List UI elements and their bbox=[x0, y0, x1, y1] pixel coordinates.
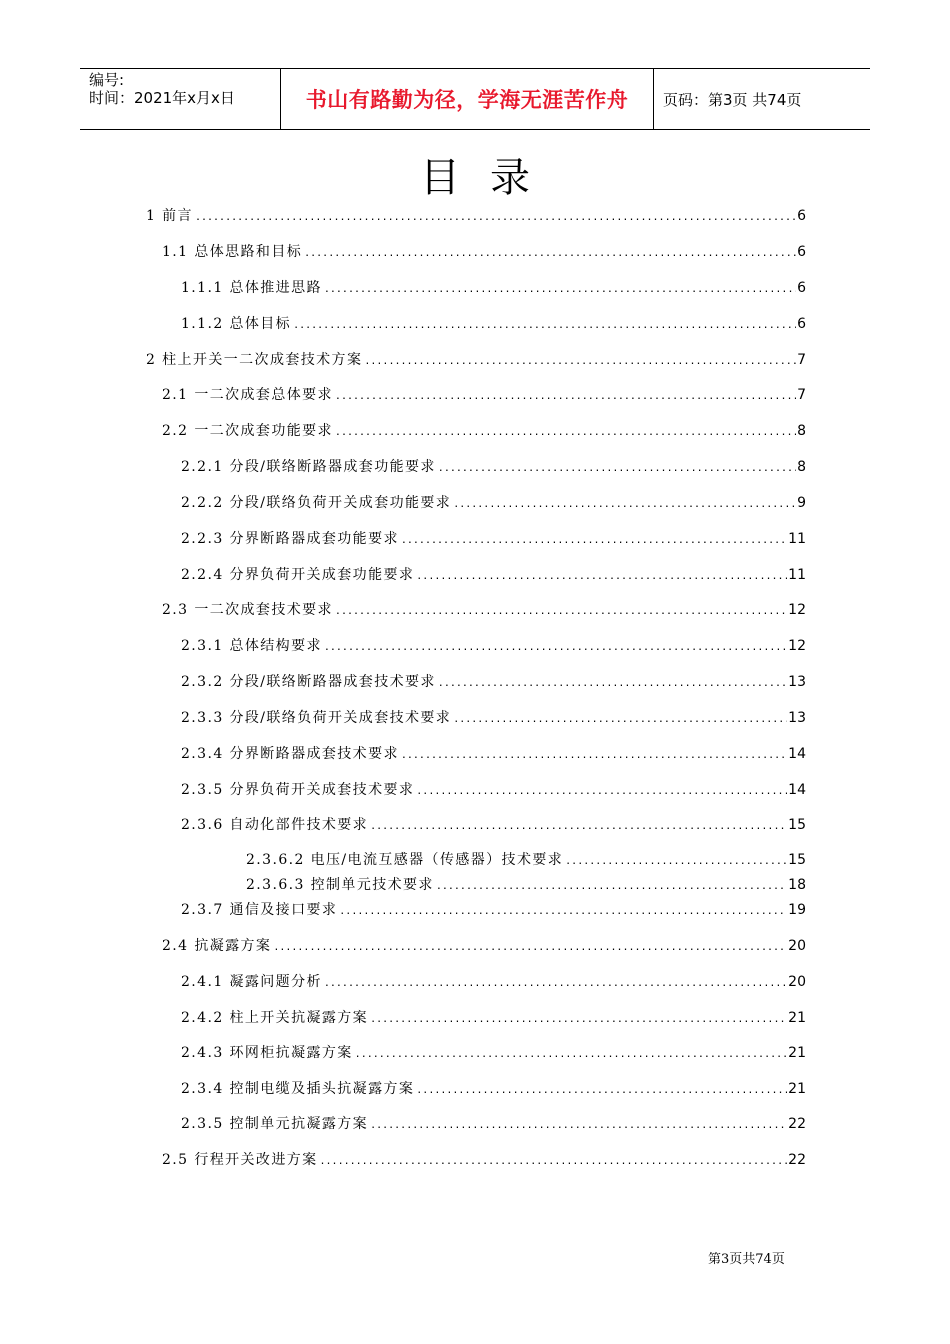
toc-entry-label: 2.5 行程开关改进方案 bbox=[162, 1152, 318, 1168]
toc-entry[interactable] bbox=[181, 1078, 806, 1098]
toc-entry-label: 1.1.2 总体目标 bbox=[181, 316, 292, 332]
toc-entry[interactable] bbox=[162, 935, 806, 955]
toc-entry[interactable] bbox=[181, 1113, 806, 1133]
toc-entry-page: 21 bbox=[788, 1010, 806, 1026]
toc-entry[interactable] bbox=[162, 599, 806, 619]
toc-entry-label: 1.1.1 总体推进思路 bbox=[181, 280, 322, 296]
time-label: 时间：2021年x月x日 bbox=[89, 89, 235, 107]
toc-entry-label: 2.4.1 凝露问题分析 bbox=[181, 974, 322, 990]
toc-entry-page: 19 bbox=[788, 902, 806, 918]
toc-entry-page: 8 bbox=[797, 459, 806, 475]
toc-entry[interactable] bbox=[181, 743, 806, 763]
toc-entry-page: 22 bbox=[788, 1152, 806, 1168]
toc-entry-label: 1 前言 bbox=[146, 208, 193, 224]
toc-leader bbox=[565, 856, 787, 867]
toc-leader bbox=[370, 1120, 787, 1131]
toc-entry-label: 2.4 抗凝露方案 bbox=[162, 938, 272, 954]
toc-leader bbox=[324, 978, 787, 989]
toc-entry-label: 2.3.2 分段/联络断路器成套技术要求 bbox=[181, 674, 436, 690]
toc-entry-page: 13 bbox=[788, 674, 806, 690]
toc-leader bbox=[339, 906, 787, 917]
toc-leader bbox=[304, 248, 796, 259]
toc-entry-label: 2.3.6 自动化部件技术要求 bbox=[181, 817, 369, 833]
toc-entry-page: 15 bbox=[788, 852, 806, 868]
toc-leader bbox=[355, 1049, 788, 1060]
toc-entry-page: 6 bbox=[797, 244, 806, 260]
toc-entry-page: 11 bbox=[788, 567, 806, 583]
toc-entry[interactable] bbox=[181, 707, 806, 727]
toc-entry-label: 2.2.2 分段/联络负荷开关成套功能要求 bbox=[181, 495, 452, 511]
toc-entry[interactable] bbox=[181, 899, 806, 919]
toc-entry[interactable] bbox=[181, 313, 806, 333]
toc-entry-label: 2.3 一二次成套技术要求 bbox=[162, 602, 333, 618]
toc-entry-label: 2.1 一二次成套总体要求 bbox=[162, 387, 333, 403]
toc-entry[interactable] bbox=[162, 384, 806, 404]
toc-entry[interactable] bbox=[181, 492, 806, 512]
toc-leader bbox=[320, 1156, 788, 1167]
toc-entry-label: 2.3.1 总体结构要求 bbox=[181, 638, 322, 654]
toc-entry[interactable] bbox=[146, 205, 806, 225]
toc-entry[interactable] bbox=[162, 241, 806, 261]
toc-entry-page: 8 bbox=[797, 423, 806, 439]
toc-entry[interactable] bbox=[181, 1042, 806, 1062]
toc-entry-label: 2.4.2 柱上开关抗凝露方案 bbox=[181, 1010, 369, 1026]
toc-leader bbox=[293, 320, 796, 331]
toc-entry[interactable] bbox=[181, 635, 806, 655]
page-title: 目录 bbox=[420, 155, 560, 201]
toc-entry-page: 9 bbox=[797, 495, 806, 511]
toc-entry[interactable] bbox=[181, 528, 806, 548]
toc-entry-label: 2 柱上开关一二次成套技术方案 bbox=[146, 352, 363, 368]
toc-leader bbox=[416, 786, 787, 797]
toc-entry-label: 2.4.3 环网柜抗凝露方案 bbox=[181, 1045, 353, 1061]
toc-entry[interactable] bbox=[181, 671, 806, 691]
toc-entry-page: 6 bbox=[797, 208, 806, 224]
toc-entry-page: 6 bbox=[797, 316, 806, 332]
toc-leader bbox=[401, 750, 787, 761]
toc-entry[interactable] bbox=[162, 420, 806, 440]
toc-entry[interactable] bbox=[181, 277, 806, 297]
toc-entry[interactable] bbox=[181, 1007, 806, 1027]
toc-leader bbox=[364, 356, 796, 367]
toc-entry-label: 2.3.6.2 电压/电流互感器（传感器）技术要求 bbox=[246, 852, 564, 868]
toc-leader bbox=[453, 714, 787, 725]
toc-entry[interactable] bbox=[181, 779, 806, 799]
toc-entry-page: 20 bbox=[788, 938, 806, 954]
toc-leader bbox=[416, 571, 787, 582]
toc-entry-page: 14 bbox=[788, 782, 806, 798]
toc-leader bbox=[195, 212, 796, 223]
toc-entry-label: 2.2 一二次成套功能要求 bbox=[162, 423, 333, 439]
toc-leader bbox=[324, 642, 787, 653]
toc-leader bbox=[273, 942, 787, 953]
toc-entry-page: 6 bbox=[797, 280, 806, 296]
toc-leader bbox=[438, 463, 796, 474]
toc-entry-page: 7 bbox=[797, 352, 806, 368]
toc-entry-label: 2.3.5 分界负荷开关成套技术要求 bbox=[181, 782, 415, 798]
toc-leader bbox=[324, 284, 796, 295]
toc-entry-page: 20 bbox=[788, 974, 806, 990]
toc-entry[interactable] bbox=[181, 564, 806, 584]
toc-entry-page: 12 bbox=[788, 602, 806, 618]
toc-leader bbox=[335, 606, 787, 617]
toc-entry-page: 22 bbox=[788, 1116, 806, 1132]
toc-leader bbox=[335, 391, 796, 402]
toc-entry[interactable] bbox=[246, 849, 806, 869]
toc-entry-page: 12 bbox=[788, 638, 806, 654]
toc-entry-label: 2.3.6.3 控制单元技术要求 bbox=[246, 877, 434, 893]
header-page-info: 页码：第3页 共74页 bbox=[663, 90, 802, 109]
toc-entry-label: 2.3.4 分界断路器成套技术要求 bbox=[181, 746, 399, 762]
page-footer: 第3页共74页 bbox=[708, 1252, 785, 1267]
toc-entry-page: 11 bbox=[788, 531, 806, 547]
toc-entry-page: 18 bbox=[788, 877, 806, 893]
toc-entry-page: 21 bbox=[788, 1045, 806, 1061]
toc-entry-page: 15 bbox=[788, 817, 806, 833]
toc-entry-page: 13 bbox=[788, 710, 806, 726]
toc-entry[interactable] bbox=[146, 349, 806, 369]
toc-entry-label: 2.2.1 分段/联络断路器成套功能要求 bbox=[181, 459, 436, 475]
toc-entry-label: 2.3.4 控制电缆及插头抗凝露方案 bbox=[181, 1081, 415, 1097]
toc-entry-label: 2.3.3 分段/联络负荷开关成套技术要求 bbox=[181, 710, 452, 726]
toc-entry[interactable] bbox=[181, 814, 806, 834]
toc-entry-label: 1.1 总体思路和目标 bbox=[162, 244, 303, 260]
toc-entry[interactable] bbox=[181, 456, 806, 476]
code-label: 编号: bbox=[89, 71, 125, 89]
toc-leader bbox=[438, 678, 787, 689]
toc-leader bbox=[436, 881, 787, 892]
toc-entry[interactable] bbox=[246, 874, 806, 894]
toc-entry-label: 2.2.4 分界负荷开关成套功能要求 bbox=[181, 567, 415, 583]
toc-leader bbox=[335, 427, 796, 438]
toc-entry-page: 21 bbox=[788, 1081, 806, 1097]
toc-leader bbox=[370, 821, 787, 832]
motto: 书山有路勤为径，学海无涯苦作舟 bbox=[305, 88, 629, 112]
toc-entry-page: 14 bbox=[788, 746, 806, 762]
toc-leader bbox=[453, 499, 796, 510]
toc-entry-label: 2.3.5 控制单元抗凝露方案 bbox=[181, 1116, 369, 1132]
toc-leader bbox=[370, 1014, 787, 1025]
toc-leader bbox=[416, 1085, 787, 1096]
toc-entry[interactable] bbox=[162, 1149, 806, 1169]
toc-entry[interactable] bbox=[181, 971, 806, 991]
toc-entry-page: 7 bbox=[797, 387, 806, 403]
toc-entry-label: 2.2.3 分界断路器成套功能要求 bbox=[181, 531, 399, 547]
toc-entry-label: 2.3.7 通信及接口要求 bbox=[181, 902, 338, 918]
toc-leader bbox=[401, 535, 787, 546]
